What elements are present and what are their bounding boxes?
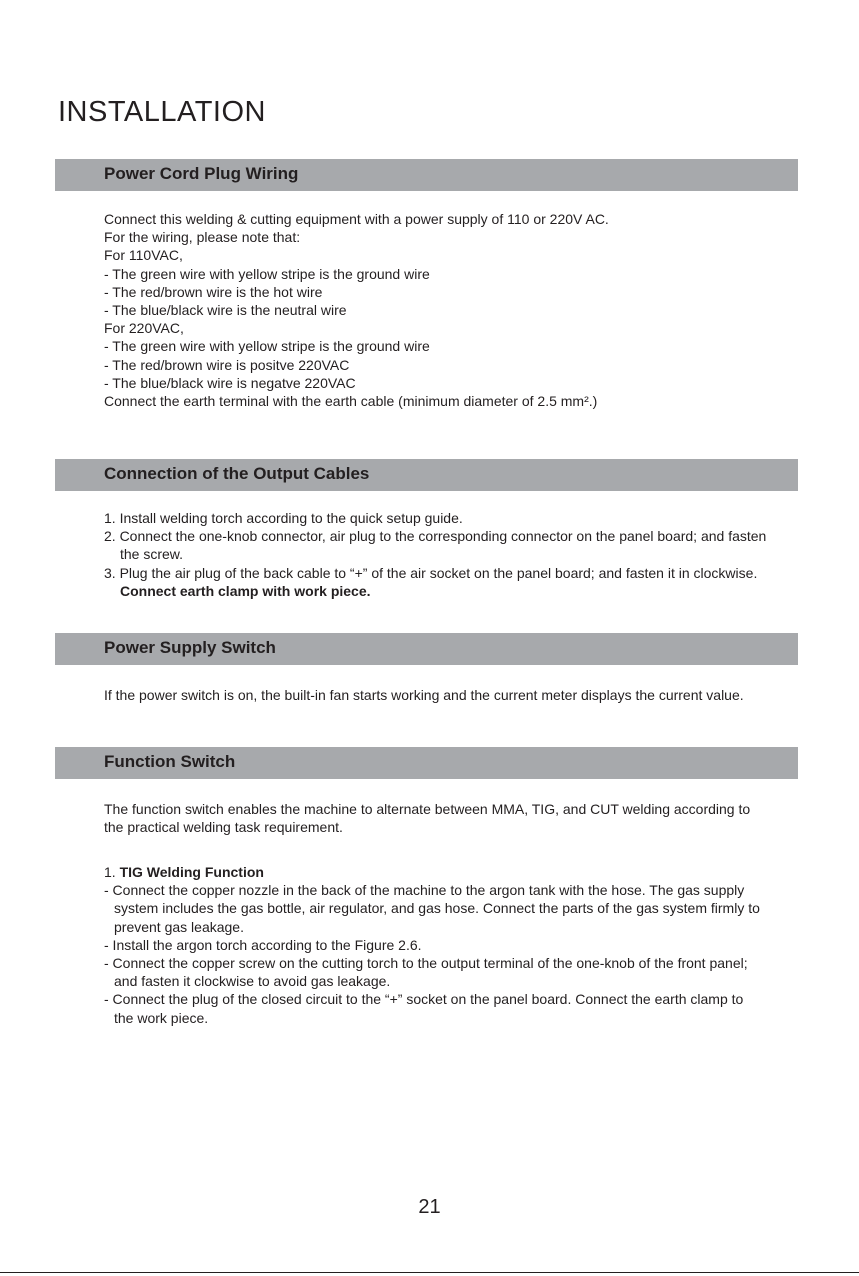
power-switch-text: If the power switch is on, the built-in fan starts working and the current meter displays the current value.	[104, 687, 744, 703]
section-title-function-switch: Function Switch	[104, 752, 236, 771]
function-switch-body	[104, 800, 754, 836]
section-header-output-cables	[55, 459, 798, 491]
tig-subheading	[104, 863, 764, 881]
power-cord-line: - The green wire with yellow stripe is the ground wire	[104, 338, 430, 355]
tig-subheading-title: TIG Welding Function	[119, 864, 264, 880]
list-item: - Install the argon torch according to the Figure 2.6.	[104, 936, 422, 953]
section-header-power-switch	[55, 633, 798, 665]
section-title-power-cord: Power Cord Plug Wiring	[104, 164, 299, 183]
list-item-text: 3. Plug the air plug of the back cable to “+” of the air socket on the panel board; and fasten it in clockwise.	[104, 564, 758, 581]
list-item	[104, 564, 784, 600]
page-number: 21	[418, 1196, 441, 1218]
power-switch-body	[104, 686, 744, 704]
power-cord-line: For the wiring, please note that:	[104, 229, 301, 246]
tig-subheading-number: 1.	[104, 864, 120, 880]
list-item: - Connect the copper screw on the cutting torch to the output terminal of the one-knob of the front panel; and fasten it clockwise to avoid gas leakage.	[104, 955, 748, 990]
power-cord-body	[104, 210, 784, 410]
section-title-output-cables: Connection of the Output Cables	[104, 464, 370, 483]
page-title: INSTALLATION	[58, 96, 266, 128]
section-header-function-switch	[55, 747, 798, 779]
power-cord-line: Connect the earth terminal with the earth cable (minimum diameter of 2.5 mm².)	[104, 393, 598, 410]
power-cord-line: For 110VAC,	[104, 247, 183, 264]
list-item: 2. Connect the one-knob connector, air plug to the corresponding connector on the panel board; and fasten the screw.	[104, 528, 767, 563]
list-item: 1. Install welding torch according to the quick setup guide.	[104, 510, 463, 526]
power-cord-line: - The blue/black wire is negatve 220VAC	[104, 374, 356, 391]
list-item: - Connect the plug of the closed circuit to the “+” socket on the panel board. Connect the earth clamp to the work piece.	[104, 991, 744, 1026]
list-item-emphasis: Connect earth clamp with work piece.	[120, 582, 371, 599]
section-title-power-switch: Power Supply Switch	[104, 638, 276, 657]
power-cord-line: - The blue/black wire is the neutral wire	[104, 302, 347, 319]
tig-function-body	[104, 863, 764, 1027]
output-cables-body	[104, 509, 784, 600]
function-switch-intro: The function switch enables the machine to alternate between MMA, TIG, and CUT welding according to the practical welding task requirement.	[104, 801, 751, 836]
power-cord-line: - The red/brown wire is positve 220VAC	[104, 356, 350, 373]
section-header-power-cord	[55, 159, 798, 191]
power-cord-line: - The green wire with yellow stripe is the ground wire	[104, 265, 430, 282]
power-cord-line: Connect this welding & cutting equipment with a power supply of 110 or 220V AC.	[104, 211, 609, 227]
list-item: - Connect the copper nozzle in the back of the machine to the argon tank with the hose. The gas supply system includes the gas bottle, air regulator, and gas hose. Connect the parts of the gas system firmly to prevent gas leakage.	[104, 882, 760, 935]
power-cord-line: For 220VAC,	[104, 320, 184, 337]
bottom-divider	[0, 1272, 859, 1273]
power-cord-line: - The red/brown wire is the hot wire	[104, 283, 323, 300]
